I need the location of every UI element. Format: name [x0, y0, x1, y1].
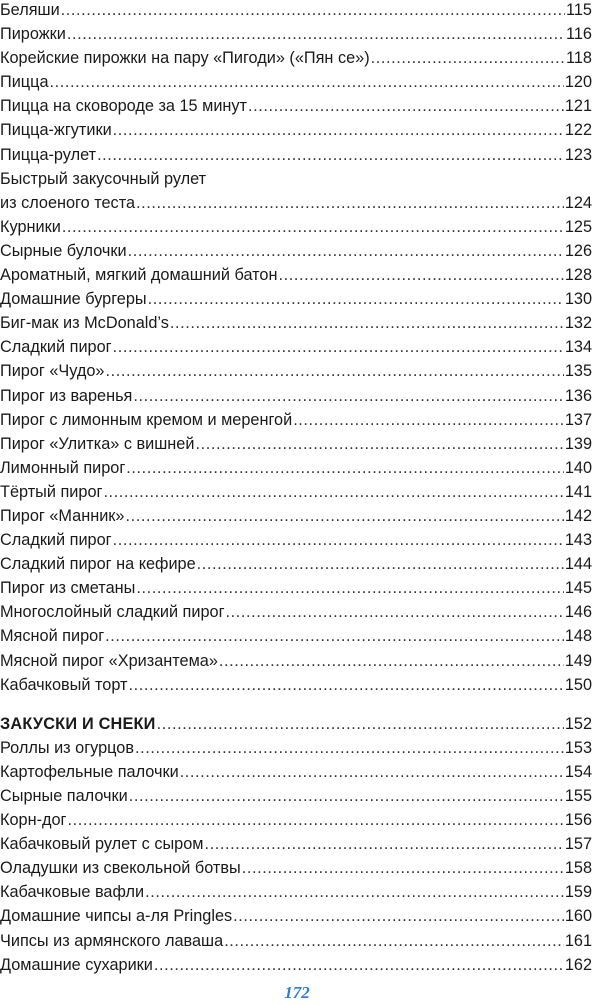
- toc-entry[interactable]: [0, 241, 594, 265]
- toc-entry-page: 118: [566, 49, 592, 68]
- toc-entry-page: 121: [564, 97, 592, 116]
- toc-entry-page: 150: [564, 675, 592, 694]
- toc-entry-page: 162: [564, 955, 592, 974]
- toc-group-snacks: [0, 738, 594, 979]
- toc-entry-page: 122: [564, 121, 592, 140]
- toc-entry[interactable]: [0, 313, 594, 337]
- toc-entry-page: 155: [564, 787, 592, 805]
- toc-entry-title: Чипсы из армянского лаваша: [0, 931, 224, 950]
- dot-leader: [197, 554, 564, 574]
- toc-entry-title: Пирог с лимонным кремом и меренгой: [0, 410, 293, 429]
- dot-leader: [293, 410, 564, 430]
- toc-entry[interactable]: [0, 834, 594, 858]
- toc-entry[interactable]: [0, 289, 594, 313]
- toc-entry-title: Кабачковый торт: [0, 675, 128, 694]
- dot-leader: [226, 602, 564, 622]
- toc-entry-title: Корейские пирожки на пару «Пигоди» («Пян се»): [0, 49, 370, 68]
- toc-entry[interactable]: [0, 578, 594, 602]
- dot-leader: [219, 651, 564, 671]
- toc-entry[interactable]: [0, 24, 594, 48]
- toc-entry[interactable]: [0, 410, 594, 434]
- toc-entry[interactable]: [0, 810, 594, 834]
- toc-entry-page: 142: [564, 506, 592, 525]
- toc-entry-title: Тёртый пирог: [0, 482, 103, 501]
- dot-leader: [157, 714, 564, 734]
- dot-leader: [224, 931, 564, 951]
- toc-entry[interactable]: [0, 217, 594, 241]
- toc-entry-page: 158: [564, 859, 592, 878]
- toc-entry-title: Пирог «Улитка» с вишней: [0, 434, 195, 453]
- toc-entry-title: Курники: [0, 217, 61, 236]
- toc-entry[interactable]: [0, 931, 594, 955]
- dot-leader: [128, 675, 563, 695]
- toc-entry[interactable]: [0, 786, 594, 810]
- dot-leader: [105, 626, 564, 646]
- toc-entry-title: Пицца на сковороде за 15 минут: [0, 97, 248, 116]
- toc-entry[interactable]: [0, 120, 594, 144]
- dot-leader: [103, 482, 563, 502]
- toc-entry-title: Домашние бургеры: [0, 290, 147, 309]
- toc-entry-page: 160: [564, 907, 592, 926]
- toc-entry-title: Пицца-жгутики: [0, 121, 112, 140]
- dot-leader: [113, 120, 564, 140]
- toc-group-baking-2: [0, 217, 594, 699]
- toc-entry-title: Беляши: [0, 1, 60, 19]
- toc-entry-title: Многослойный сладкий пирог: [0, 603, 225, 622]
- toc-entry-page: 139: [564, 434, 592, 453]
- toc-entry-page: 143: [564, 531, 592, 550]
- toc-entry-page: 123: [564, 145, 592, 164]
- dot-leader: [105, 361, 563, 381]
- toc-entry-page: 137: [564, 410, 592, 429]
- toc-entry-page: 159: [564, 883, 592, 902]
- toc-entry-page: 140: [564, 458, 592, 477]
- toc-entry-page: 126: [564, 241, 592, 260]
- toc-entry-page: 124: [564, 193, 592, 212]
- toc-entry-page: 125: [564, 217, 592, 236]
- toc-entry-page: 146: [564, 603, 592, 622]
- toc-entry-title: Пирог из варенья: [0, 386, 133, 405]
- toc-entry-page: 154: [564, 762, 592, 781]
- toc-entry-title: Корн-дог: [0, 811, 67, 830]
- toc-entry[interactable]: [0, 675, 594, 699]
- toc-entry-page: 130: [564, 290, 592, 309]
- toc-entry[interactable]: [0, 602, 594, 626]
- toc-entry-page: 148: [564, 627, 592, 646]
- dot-leader: [148, 289, 564, 309]
- toc-entry[interactable]: [0, 530, 594, 554]
- dot-leader: [97, 145, 564, 165]
- dot-leader: [62, 217, 564, 237]
- dot-leader: [133, 386, 563, 406]
- toc-entry-title: Кабачковый рулет с сыром: [0, 835, 204, 854]
- toc-entry-page: 136: [564, 386, 592, 405]
- toc-entry[interactable]: [0, 762, 594, 786]
- toc-entry-title: Ароматный, мягкий домашний батон: [0, 266, 278, 285]
- toc-entry-title: Мясной пирог «Хризантема»: [0, 651, 218, 670]
- toc-entry-title: из слоеного теста: [0, 193, 136, 212]
- dot-leader: [126, 458, 564, 478]
- toc-entry-title: Домашние чипсы а-ля Pringles: [0, 907, 233, 926]
- toc-entry[interactable]: [0, 482, 594, 506]
- dot-leader: [68, 810, 564, 830]
- toc-entry-page: 157: [564, 835, 592, 854]
- dot-leader: [135, 738, 564, 758]
- section-spacer: [0, 699, 594, 714]
- dot-leader: [129, 786, 564, 806]
- toc-entry-title: Лимонный пирог: [0, 458, 126, 477]
- toc-entry-page: 149: [564, 651, 592, 670]
- dot-leader: [128, 241, 564, 261]
- toc-entry-title: Мясной пирог: [0, 627, 105, 646]
- dot-leader: [233, 906, 564, 926]
- toc-entry[interactable]: [0, 386, 594, 410]
- toc-entry-page: 116: [566, 25, 592, 44]
- toc-entry-title: Быстрый закусочный рулет: [0, 169, 207, 188]
- toc-entry-title: Сырные булочки: [0, 241, 127, 260]
- toc-entry[interactable]: [0, 858, 594, 882]
- toc-entry[interactable]: [0, 145, 594, 169]
- toc-entry[interactable]: [0, 554, 594, 578]
- toc-entry-title: Роллы из огурцов: [0, 738, 135, 757]
- section-title: ЗАКУСКИ И СНЕКИ: [0, 714, 156, 733]
- toc-entry-title: Пирог из сметаны: [0, 579, 136, 598]
- toc-group-baking-1: [0, 0, 594, 169]
- dot-leader: [136, 578, 564, 598]
- toc-entry[interactable]: [0, 0, 594, 24]
- toc-entry[interactable]: [0, 337, 594, 361]
- toc-entry-title: Пицца: [0, 73, 49, 92]
- section-page: 152: [564, 714, 592, 733]
- dot-leader: [278, 265, 563, 285]
- toc-entry[interactable]: [0, 882, 594, 906]
- toc-entry[interactable]: [0, 458, 594, 482]
- toc-entry-title: Пицца-рулет: [0, 145, 97, 164]
- toc-entry[interactable]: [0, 955, 594, 979]
- toc-entry-title: Пирог «Манник»: [0, 506, 125, 525]
- toc-entry[interactable]: [0, 48, 594, 72]
- toc-entry-multiline-first-line[interactable]: [0, 169, 594, 193]
- toc-entry[interactable]: [0, 626, 594, 650]
- toc-section-heading[interactable]: [0, 714, 594, 738]
- dot-leader: [204, 834, 563, 854]
- toc-entry-page: 141: [564, 482, 592, 501]
- toc-entry-page: 156: [564, 811, 592, 830]
- dot-leader: [242, 858, 564, 878]
- toc-entry[interactable]: [0, 96, 594, 120]
- dot-leader: [113, 530, 564, 550]
- toc-entry-title: Пирог «Чудо»: [0, 362, 105, 381]
- toc-entry[interactable]: [0, 265, 594, 289]
- toc-entry[interactable]: [0, 72, 594, 96]
- toc-entry-title: Домашние сухарики: [0, 955, 153, 974]
- dot-leader: [195, 434, 563, 454]
- toc-entry-page: 120: [564, 73, 592, 92]
- toc-entry-title: Картофельные палочки: [0, 762, 179, 781]
- dot-leader: [154, 955, 564, 975]
- toc-entry-page: 145: [564, 579, 592, 598]
- dot-leader: [67, 24, 565, 44]
- toc-entry[interactable]: [0, 506, 594, 530]
- dot-leader: [50, 72, 564, 92]
- toc-entry-page: 153: [564, 738, 592, 757]
- dot-leader: [170, 313, 564, 333]
- toc-entry-title: Оладушки из свекольной ботвы: [0, 859, 241, 878]
- dot-leader: [180, 762, 564, 782]
- dot-leader: [248, 96, 564, 116]
- page-number: 172: [284, 983, 310, 1002]
- dot-leader: [145, 882, 564, 902]
- toc-entry-title: Сладкий пирог: [0, 338, 112, 357]
- toc-entry-title: Сырные палочки: [0, 787, 128, 805]
- toc-entry[interactable]: [0, 361, 594, 385]
- toc-entry-page: 115: [566, 1, 592, 19]
- toc-entry-page: 134: [564, 338, 592, 357]
- toc-entry-page: 132: [564, 314, 592, 333]
- toc-entry-title: Сладкий пирог на кефире: [0, 555, 196, 574]
- dot-leader: [125, 506, 563, 526]
- toc-entry-page: 135: [564, 362, 592, 381]
- toc-entry[interactable]: [0, 906, 594, 930]
- dot-leader: [61, 0, 565, 20]
- toc-entry-page: 161: [564, 931, 592, 950]
- dot-leader: [136, 193, 564, 213]
- dot-leader: [371, 48, 565, 68]
- toc-entry-multiline-second-line[interactable]: [0, 193, 594, 217]
- toc-entry-title: Кабачковые вафли: [0, 883, 145, 902]
- toc-entry[interactable]: [0, 738, 594, 762]
- toc-entry-page: 144: [564, 555, 592, 574]
- toc-entry-page: 128: [564, 266, 592, 285]
- toc-entry-title: Пирожки: [0, 25, 66, 44]
- toc-entry-title: Сладкий пирог: [0, 531, 112, 550]
- toc-entry-title: Биг-мак из McDonald’s: [0, 314, 169, 333]
- dot-leader: [113, 337, 564, 357]
- toc-entry[interactable]: [0, 651, 594, 675]
- toc-entry[interactable]: [0, 434, 594, 458]
